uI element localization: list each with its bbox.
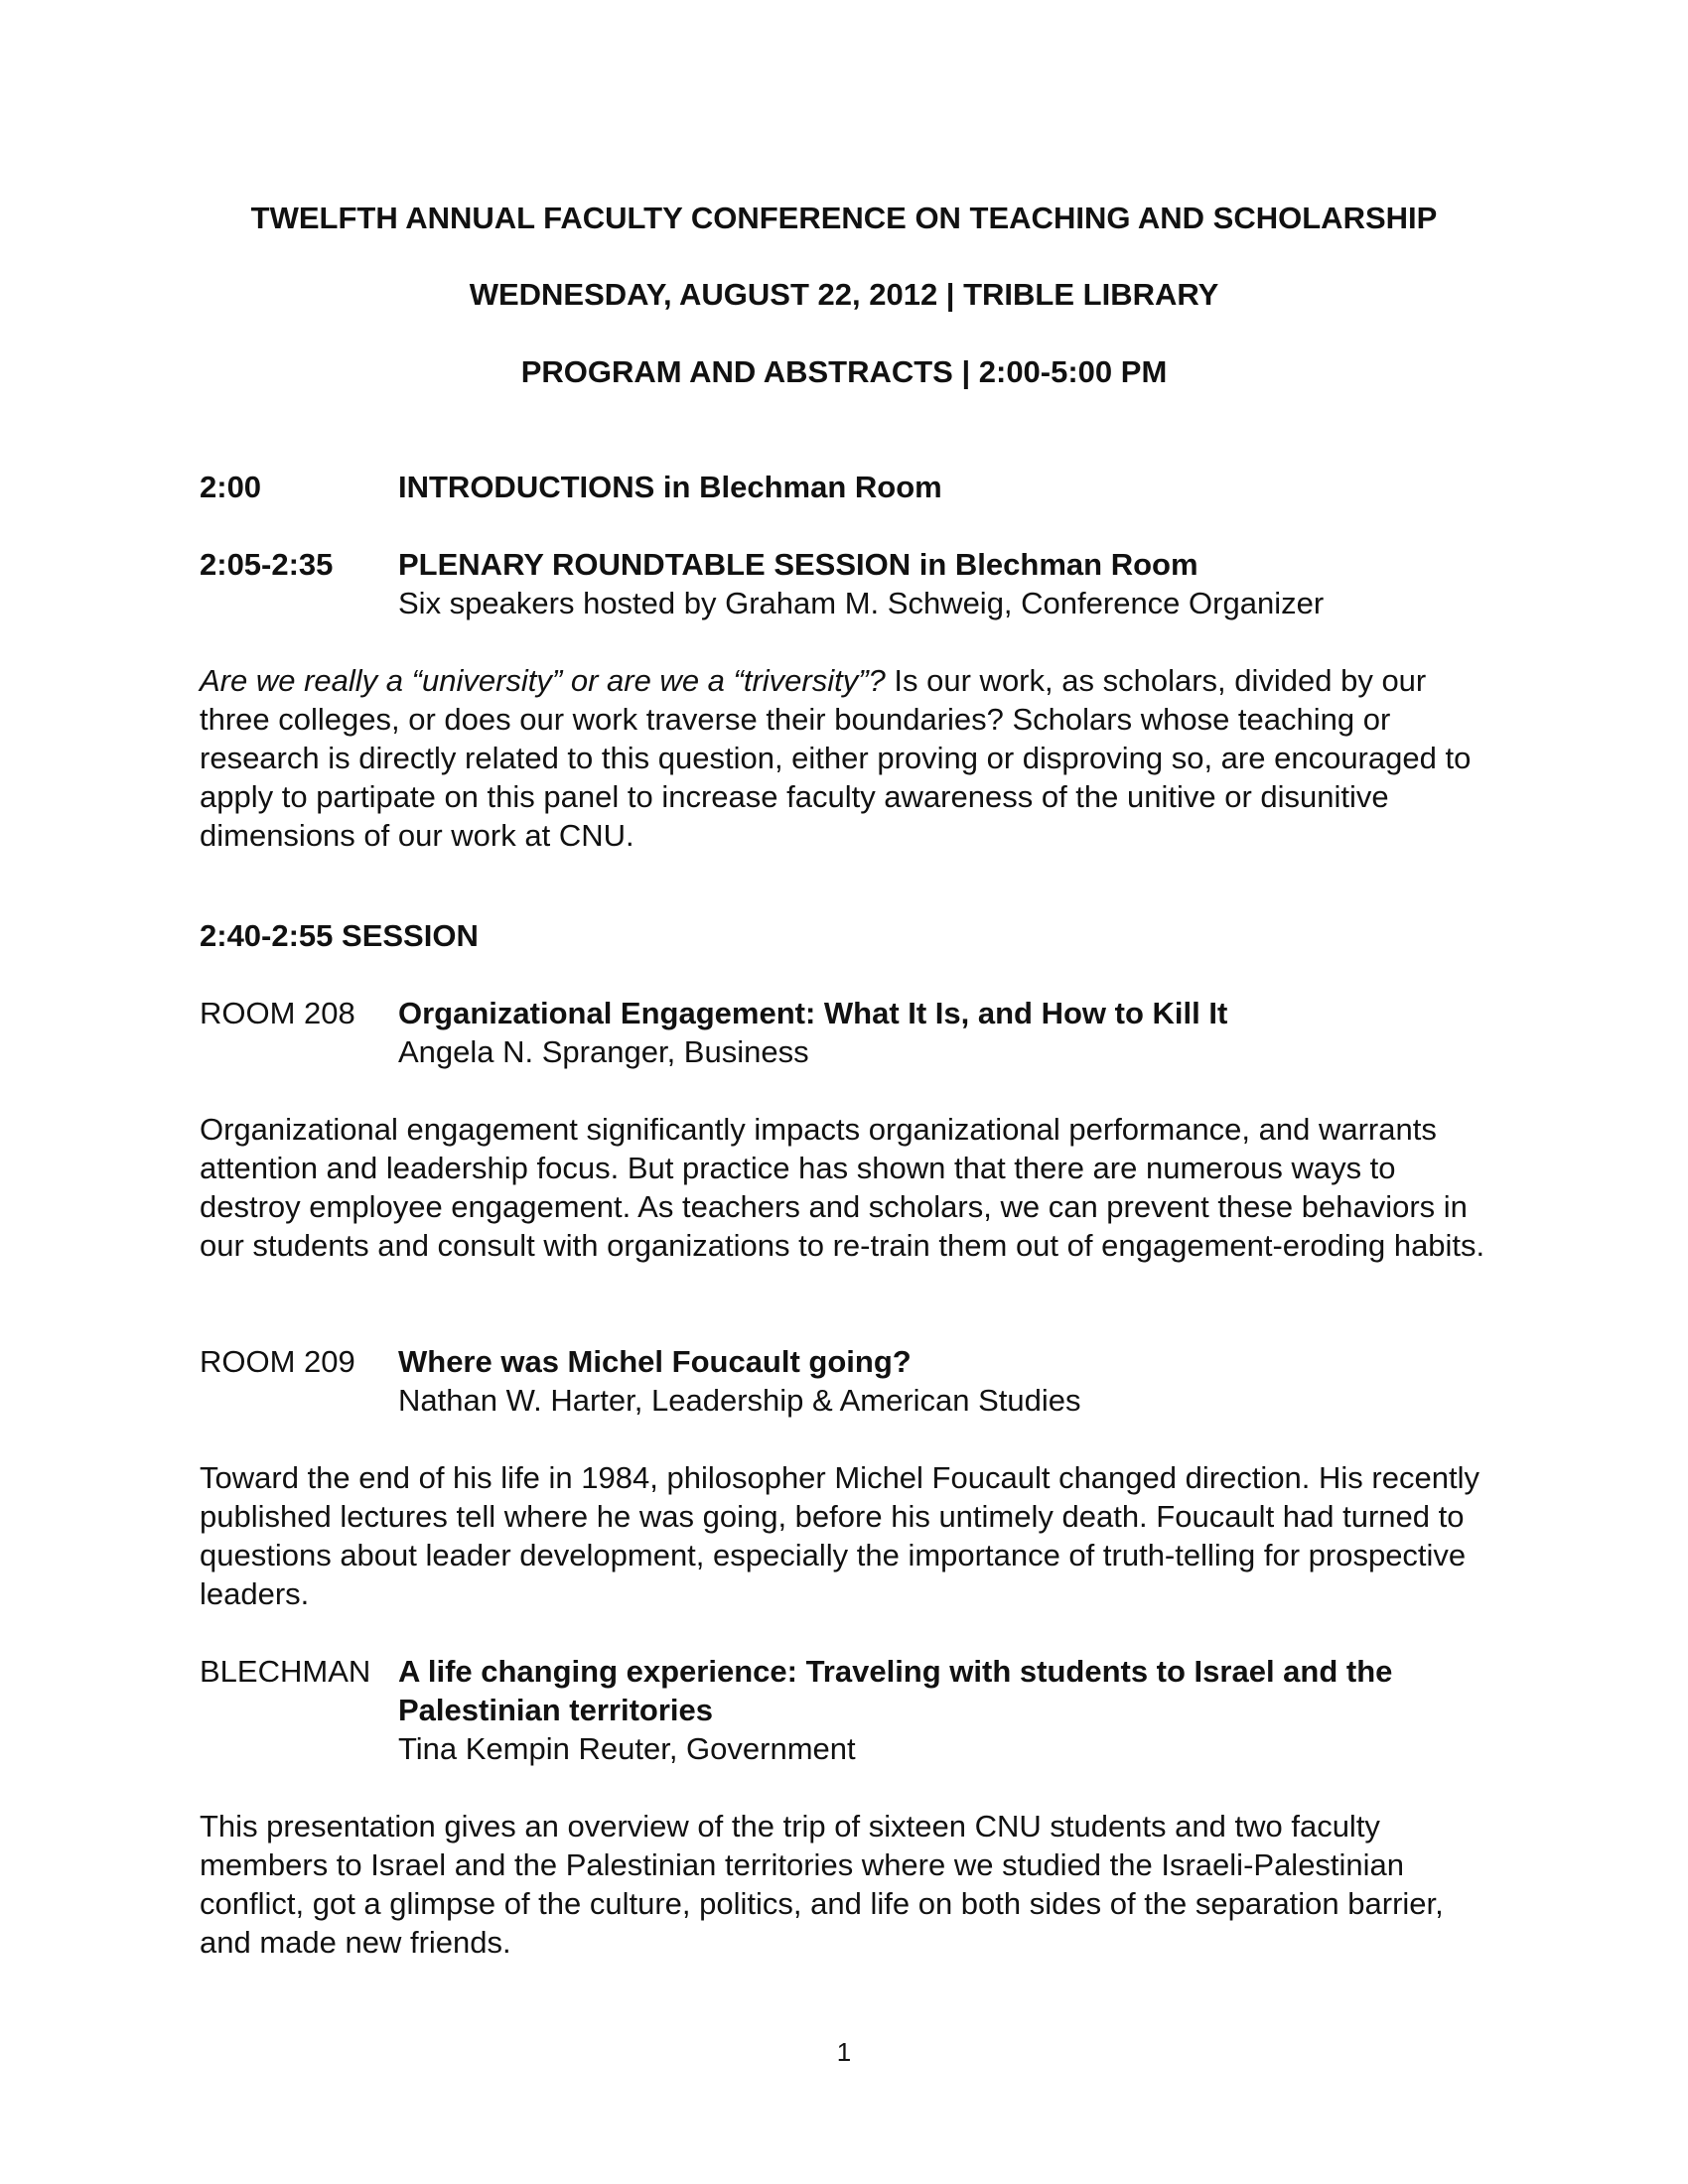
program-subtitle: PROGRAM AND ABSTRACTS | 2:00-5:00 PM (520, 354, 1168, 389)
talk-room: ROOM 208 (200, 996, 355, 1030)
talk-title: A life changing experience: Traveling with students to Israel and the Palestinian territories (398, 1654, 1393, 1727)
intro-title: INTRODUCTIONS in Blechman Room (398, 470, 942, 504)
talk-room: ROOM 209 (200, 1344, 355, 1379)
talk-title: Organizational Engagement: What It Is, and How to Kill It (398, 996, 1228, 1030)
plenary-title: PLENARY ROUNDTABLE SESSION in Blechman Room (398, 547, 1198, 582)
session-heading: 2:40-2:55 SESSION (200, 918, 479, 953)
conference-title: TWELFTH ANNUAL FACULTY CONFERENCE ON TEACHING AND SCHOLARSHIP (250, 201, 1438, 235)
conference-date-location: WEDNESDAY, AUGUST 22, 2012 | TRIBLE LIBRARY (469, 277, 1219, 312)
talk-byline: Nathan W. Harter, Leadership & American Studies (398, 1383, 1081, 1418)
talk-abstract: This presentation gives an overview of the trip of sixteen CNU students and two faculty members to Israel and the Palestinian territories where we studied the Israeli-Palestinian conflict, got a glimpse of the culture, politics, and life on both sides of the separation barrier, and made new friends. (200, 1809, 1444, 1960)
plenary-abstract-body: Is our work, as scholars, divided by our three colleges, or does our work traverse their boundaries? Scholars whose teaching or research is directly related to this question, either proving or disproving so, are encouraged to apply to partipate on this panel to increase faculty awareness of the unitive or disunitive dimensions of our work at CNU. (200, 663, 1472, 853)
plenary-abstract-question: Are we really a “university” or are we a “triversity”? (200, 663, 886, 698)
page-number: 1 (836, 2037, 852, 2067)
intro-time: 2:00 (200, 470, 262, 504)
talk-byline: Angela N. Spranger, Business (398, 1034, 809, 1069)
talk-abstract: Toward the end of his life in 1984, philosopher Michel Foucault changed direction. His recently published lectures tell where he was going, before his untimely death. Foucault had turned to questions about leader development, especially the importance of truth-telling for prospective leaders. (200, 1460, 1479, 1611)
plenary-byline: Six speakers hosted by Graham M. Schweig, Conference Organizer (398, 586, 1325, 620)
talk-title: Where was Michel Foucault going? (398, 1344, 912, 1379)
plenary-abstract (200, 661, 1500, 855)
talk-byline: Tina Kempin Reuter, Government (398, 1731, 856, 1766)
talk-room: BLECHMAN (200, 1654, 371, 1689)
plenary-time: 2:05-2:35 (200, 547, 334, 582)
talk-abstract: Organizational engagement significantly impacts organizational performance, and warrants attention and leadership focus. But practice has shown that there are numerous ways to destroy employee engagement. As teachers and scholars, we can prevent these behaviors in our students and consult with organizations to re-train them out of engagement-eroding habits. (200, 1112, 1485, 1263)
